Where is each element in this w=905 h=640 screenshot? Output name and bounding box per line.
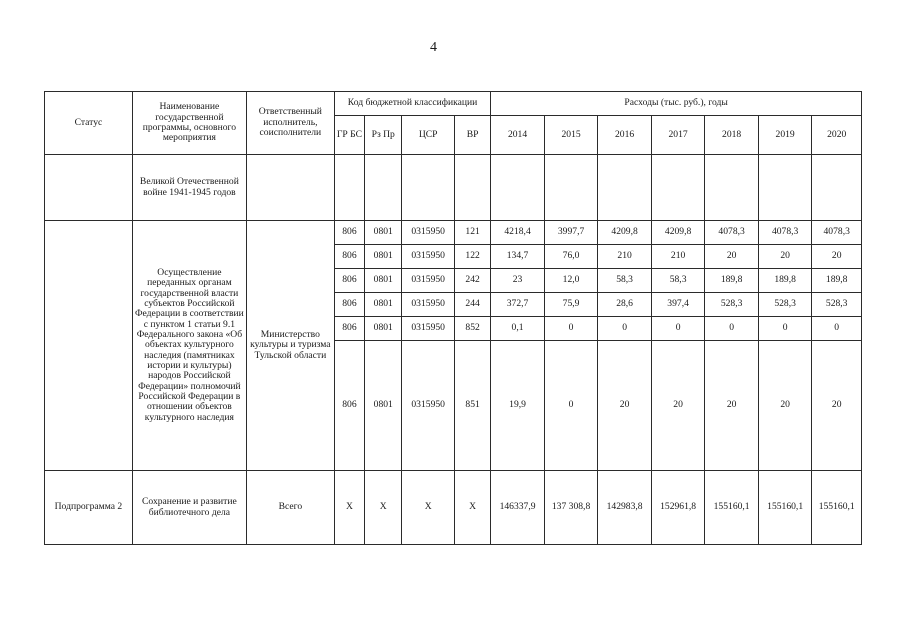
program-name-cell: Осуществление переданных органам государственной власти субъектов Российской Федерации в соответствии с пунктом 1 статьи 9.1 Федерального закона «Об объектах культурного наследия (памятниках истории и культуры) народов Российской Федерации» полномочий Российской Федерации в отношении объектов культурного наследия [132, 221, 246, 471]
header-responsible: Ответственный исполнитель, соисполнители [246, 92, 334, 155]
value-cell: 20 [758, 245, 812, 269]
value-cell: 23 [491, 269, 545, 293]
csr-cell: 0315950 [402, 245, 455, 269]
header-year: 2014 [491, 116, 545, 155]
value-cell: 134,7 [491, 245, 545, 269]
vr-cell: 851 [454, 341, 490, 471]
vr-cell: 122 [454, 245, 490, 269]
value-cell: 0 [651, 317, 705, 341]
value-cell: 397,4 [651, 293, 705, 317]
vr-cell: 121 [454, 221, 490, 245]
value-cell: 4209,8 [651, 221, 705, 245]
value-cell: 12,0 [544, 269, 598, 293]
value-cell: 155160,1 [758, 471, 812, 545]
value-cell: 76,0 [544, 245, 598, 269]
value-cell: 155160,1 [705, 471, 759, 545]
header-status: Статус [45, 92, 133, 155]
vr-cell: 244 [454, 293, 490, 317]
value-cell: 0 [758, 317, 812, 341]
value-cell: 28,6 [598, 293, 652, 317]
value-cell: 4078,3 [705, 221, 759, 245]
value-cell: 20 [651, 341, 705, 471]
value-cell: 19,9 [491, 341, 545, 471]
value-cell: 146337,9 [491, 471, 545, 545]
vr-cell: 852 [454, 317, 490, 341]
header-year: 2015 [544, 116, 598, 155]
grbs-cell: X [334, 471, 364, 545]
csr-cell: 0315950 [402, 317, 455, 341]
rzpr-cell: 0801 [365, 269, 402, 293]
vr-cell: 242 [454, 269, 490, 293]
value-cell: 75,9 [544, 293, 598, 317]
value-cell: 20 [812, 341, 862, 471]
value-cell: 0 [705, 317, 759, 341]
value-cell: 20 [758, 341, 812, 471]
value-cell: 137 308,8 [544, 471, 598, 545]
value-cell: 20 [598, 341, 652, 471]
value-cell: 0 [544, 341, 598, 471]
table-row [45, 471, 862, 545]
rzpr-cell: 0801 [365, 245, 402, 269]
table-row [45, 155, 862, 221]
value-cell: 4218,4 [491, 221, 545, 245]
budget-table [44, 91, 862, 545]
value-cell: 372,7 [491, 293, 545, 317]
header-vr: ВР [454, 116, 490, 155]
rzpr-cell: 0801 [365, 317, 402, 341]
grbs-cell: 806 [334, 269, 364, 293]
table-row [45, 221, 862, 245]
value-cell: 20 [812, 245, 862, 269]
value-cell: 189,8 [812, 269, 862, 293]
csr-cell: 0315950 [402, 293, 455, 317]
responsible-cell: Министерство культуры и туризма Тульской области [246, 221, 334, 471]
grbs-cell: 806 [334, 341, 364, 471]
rzpr-cell: 0801 [365, 293, 402, 317]
csr-cell: 0315950 [402, 221, 455, 245]
value-cell: 58,3 [651, 269, 705, 293]
page-number: 4 [430, 40, 437, 55]
rzpr-cell: 0801 [365, 221, 402, 245]
value-cell: 4078,3 [758, 221, 812, 245]
header-year: 2016 [598, 116, 652, 155]
value-cell: 189,8 [705, 269, 759, 293]
responsible-cell: Всего [246, 471, 334, 545]
program-name-cell: Великой Отечественной войне 1941-1945 годов [132, 155, 246, 221]
csr-cell: X [402, 471, 455, 545]
value-cell: 210 [651, 245, 705, 269]
value-cell: 20 [705, 341, 759, 471]
value-cell: 189,8 [758, 269, 812, 293]
value-cell: 4209,8 [598, 221, 652, 245]
value-cell: 58,3 [598, 269, 652, 293]
csr-cell: 0315950 [402, 269, 455, 293]
rzpr-cell: 0801 [365, 341, 402, 471]
header-year: 2018 [705, 116, 759, 155]
value-cell: 3997,7 [544, 221, 598, 245]
header-year: 2019 [758, 116, 812, 155]
csr-cell: 0315950 [402, 341, 455, 471]
value-cell: 155160,1 [812, 471, 862, 545]
value-cell: 20 [705, 245, 759, 269]
status-cell: Подпрограмма 2 [45, 471, 133, 545]
header-budget-code: Код бюджетной классификации [334, 92, 491, 116]
header-expenses: Расходы (тыс. руб.), годы [491, 92, 862, 116]
value-cell: 142983,8 [598, 471, 652, 545]
value-cell: 528,3 [705, 293, 759, 317]
value-cell: 0,1 [491, 317, 545, 341]
value-cell: 0 [598, 317, 652, 341]
header-grbs: ГР БС [334, 116, 364, 155]
program-name-cell: Сохранение и развитие библиотечного дела [132, 471, 246, 545]
vr-cell: X [454, 471, 490, 545]
value-cell: 528,3 [758, 293, 812, 317]
rzpr-cell: X [365, 471, 402, 545]
grbs-cell: 806 [334, 245, 364, 269]
value-cell: 0 [812, 317, 862, 341]
grbs-cell: 806 [334, 293, 364, 317]
grbs-cell: 806 [334, 317, 364, 341]
header-program-name: Наименование государственной программы, основного мероприятия [132, 92, 246, 155]
header-year: 2017 [651, 116, 705, 155]
value-cell: 528,3 [812, 293, 862, 317]
header-rzpr: Рз Пр [365, 116, 402, 155]
grbs-cell: 806 [334, 221, 364, 245]
value-cell: 152961,8 [651, 471, 705, 545]
header-year: 2020 [812, 116, 862, 155]
value-cell: 0 [544, 317, 598, 341]
value-cell: 210 [598, 245, 652, 269]
header-csr: ЦСР [402, 116, 455, 155]
value-cell: 4078,3 [812, 221, 862, 245]
